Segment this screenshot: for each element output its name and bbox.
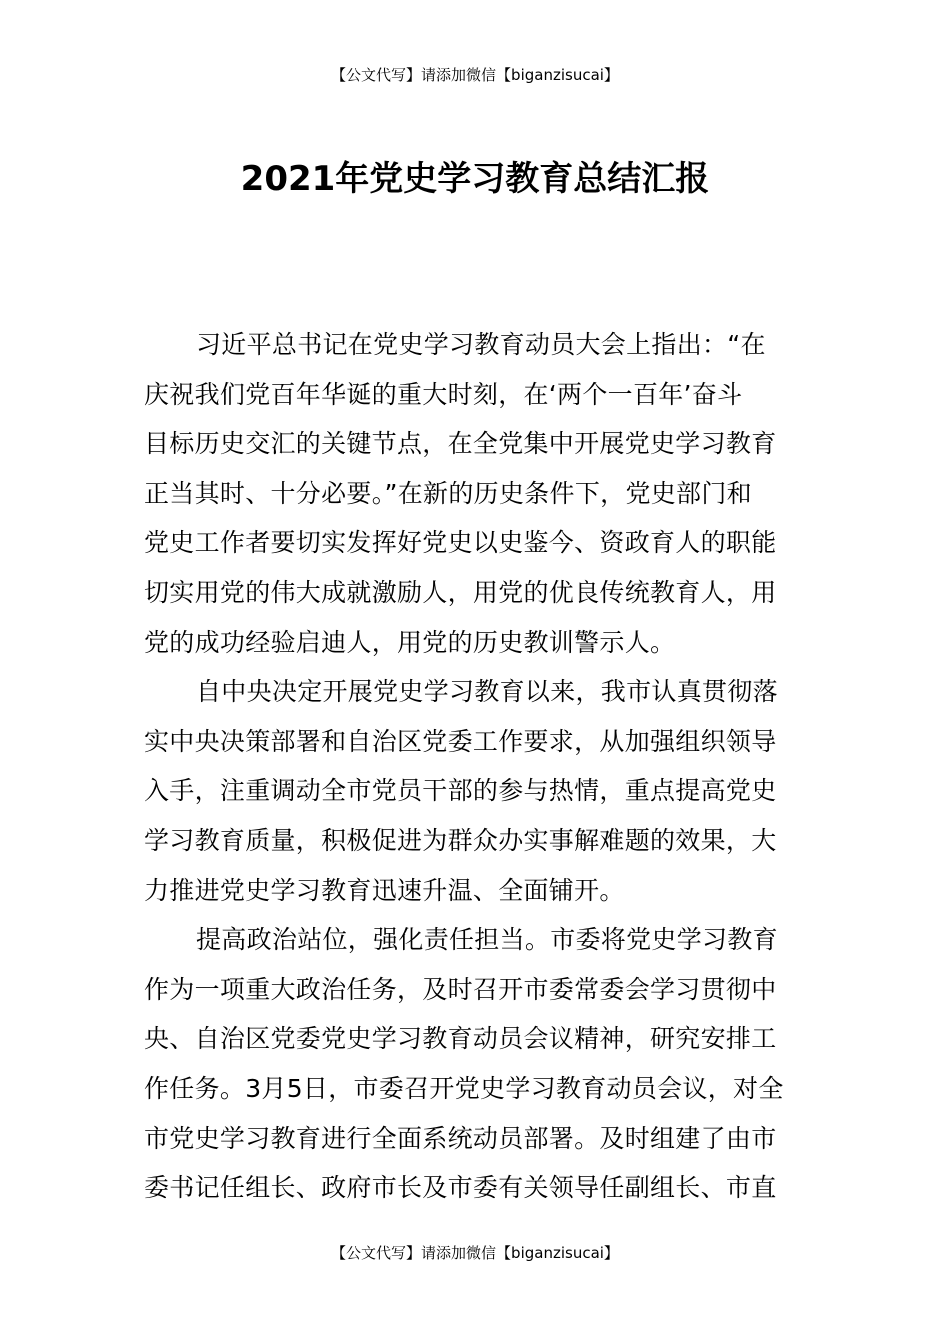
text-line: 庆祝我们党百年华诞的重大时刻，在‘两个一百年’奋斗	[144, 379, 743, 409]
text-line: 学习教育质量，积极促进为群众办实事解难题的效果，大	[144, 825, 777, 855]
text-line: 作为一项重大政治任务，及时召开市委常委会学习贯彻中	[144, 974, 777, 1004]
text-line: 切实用党的伟大成就激励人，用党的优良传统教育人，用	[144, 577, 777, 607]
document-title: 2021年党史学习教育总结汇报	[240, 159, 710, 199]
text-line: 力推进党史学习教育迅速升温、全面铺开。	[144, 875, 625, 905]
text-line: 委书记任组长、政府市长及市委有关领导任副组长、市直	[144, 1173, 777, 1203]
footer-watermark-note: 【公文代写】请添加微信【biganzisucai】	[331, 1244, 619, 1262]
text-line: 入手，注重调动全市党员干部的参与热情，重点提高党史	[144, 776, 777, 806]
text-line: 作任务。3月5日，市委召开党史学习教育动员会议，对全	[144, 1073, 784, 1103]
text-line: 党史工作者要切实发挥好党史以史鉴今、资政育人的职能	[144, 528, 777, 558]
text-line: 自中央决定开展党史学习教育以来，我市认真贯彻落	[196, 677, 778, 707]
text-line: 党的成功经验启迪人，用党的历史教训警示人。	[144, 627, 676, 657]
text-line: 市党史学习教育进行全面系统动员部署。及时组建了由市	[144, 1123, 777, 1153]
text-line: 习近平总书记在党史学习教育动员大会上指出：“在	[196, 330, 766, 359]
text-line: 实中央决策部署和自治区党委工作要求，从加强组织领导	[144, 726, 777, 756]
text-line: 目标历史交汇的关键节点，在全党集中开展党史学习教育	[144, 429, 777, 459]
text-line: 提高政治站位，强化责任担当。市委将党史学习教育	[196, 925, 778, 955]
text-line: 央、自治区党委党史学习教育动员会议精神，研究安排工	[144, 1024, 777, 1054]
paragraph-1	[144, 320, 808, 667]
header-watermark-note: 【公文代写】请添加微信【biganzisucai】	[331, 66, 619, 84]
document-body	[144, 320, 808, 1213]
paragraph-2	[144, 667, 808, 915]
paragraph-3	[144, 915, 808, 1213]
text-line: 正当其时、十分必要。”在新的历史条件下，党史部门和	[144, 478, 752, 508]
